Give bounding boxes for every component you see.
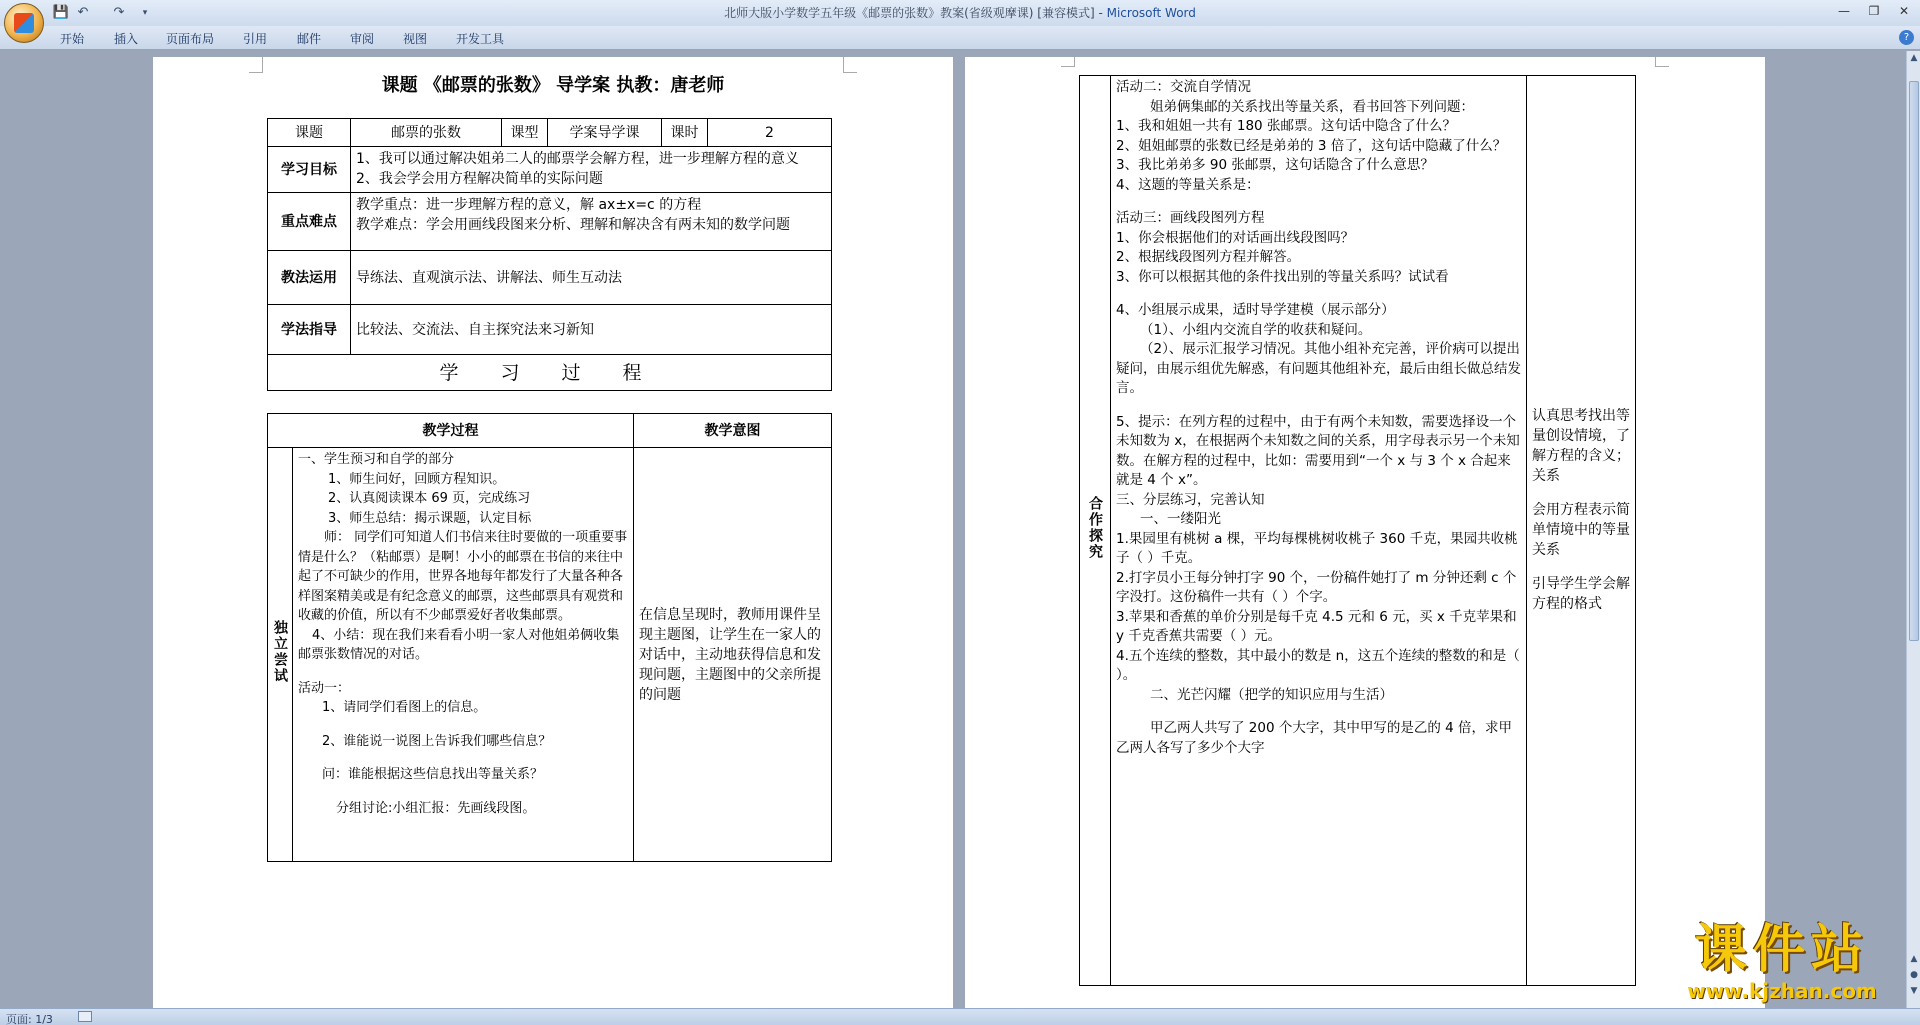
browse-object-icon[interactable]: ● bbox=[1910, 970, 1918, 980]
process-line: 活动一： bbox=[298, 680, 351, 696]
office-button[interactable] bbox=[4, 3, 44, 43]
window-title-app: Microsoft Word bbox=[1106, 6, 1196, 20]
activity-line: 2、姐姐邮票的张数已经是弟弟的 3 倍了，这句话中隐藏了什么？ bbox=[1116, 137, 1507, 154]
customize-qat-icon[interactable]: ▾ bbox=[142, 8, 148, 18]
cell-value-periods: 2 bbox=[708, 119, 832, 147]
side-label-cell bbox=[1080, 76, 1111, 986]
vertical-scrollbar[interactable] bbox=[1906, 51, 1920, 1008]
activity-line: 1、你会根据他们的对话画出线段图吗？ bbox=[1116, 229, 1355, 246]
page-title: 课题 《邮票的张数》 导学案 执教：唐老师 bbox=[381, 75, 725, 96]
status-bar bbox=[0, 1008, 1920, 1025]
minimize-icon[interactable]: — bbox=[1838, 4, 1850, 18]
activity-line: （1）、小组内交流自学的收获和疑问。 bbox=[1140, 321, 1372, 338]
watermark-text: 课件站 bbox=[1694, 919, 1869, 980]
process-line: 3、师生总结：揭示课题，认定目标 bbox=[328, 510, 532, 526]
tab-view[interactable]: 视图 bbox=[403, 32, 428, 46]
tab-mailings[interactable]: 邮件 bbox=[297, 32, 322, 46]
process-line: 一、学生预习和自学的部分 bbox=[298, 452, 455, 467]
save-icon[interactable]: 💾 bbox=[52, 5, 70, 20]
prev-page-icon[interactable]: ▲ bbox=[1910, 954, 1918, 964]
process-line: 1、师生问好，回顾方程知识。 bbox=[328, 471, 506, 487]
note-text: 会用方程表示简单情境中的等量关系 bbox=[1532, 502, 1630, 558]
learn-text: 比较法、交流法、自主探究法来习新知 bbox=[351, 305, 832, 355]
scroll-up-icon[interactable]: ▲ bbox=[1910, 53, 1918, 63]
activity-line: 1、我和姐姐一共有 180 张邮票。这句话中隐含了什么？ bbox=[1116, 118, 1456, 134]
exercise-item: 1.果园里有桃树 a 棵，平均每棵桃树收桃子 360 千克，果园共收桃子（ ）千克。 bbox=[1116, 530, 1518, 566]
info-table bbox=[267, 118, 832, 391]
side-label: 独立尝试 bbox=[272, 619, 288, 684]
note-text: 引导学生学会解方程的格式 bbox=[1532, 576, 1630, 612]
margin-corner bbox=[1061, 57, 1075, 67]
difficulty-line: 教学难点：学会用画线段图来分析、理解和解决含有两未知的数学问题 bbox=[356, 217, 790, 233]
activity-line: 4、小组展示成果，适时导学建模（展示部分） bbox=[1116, 302, 1395, 318]
process-line: 师： 同学们可知道人们书信来往时要做的一项重要事情是什么？（粘邮票）是啊！小小的邮票在书信的来往中起了不可缺少的作用，世界各地每年都发行了大量各种各样图案精美或是有纪念意义的邮票，这些邮票具有观赏和收藏的价值，所以有不少邮票爱好者收集邮票。 bbox=[298, 530, 628, 623]
undo-icon[interactable]: ↶ bbox=[77, 5, 89, 20]
method-label: 教法运用 bbox=[268, 251, 351, 305]
process-title: 学 习 过 程 bbox=[268, 355, 832, 391]
activity-line: 三、分层练习，完善认知 bbox=[1116, 491, 1265, 508]
tab-review[interactable]: 审阅 bbox=[350, 32, 375, 46]
intent-cell: 在信息呈现时，教师用课件呈现主题图，让学生在一家人的对话中，主动地获得信息和发现问题，主题图中的父亲所提的问题 bbox=[634, 448, 832, 862]
page-2 bbox=[965, 57, 1765, 1008]
activity-line: 2、根据线段图列方程并解答。 bbox=[1116, 249, 1301, 265]
help-icon[interactable]: ? bbox=[1899, 30, 1914, 45]
tab-references[interactable]: 引用 bbox=[243, 32, 268, 46]
activity-line: （2）、展示汇报学习情况。其他小组补充完善，评价病可以提出疑问，由展示组优先解惑，有问题其他组补充，最后由组长做总结发言。 bbox=[1116, 341, 1521, 396]
document-area bbox=[0, 51, 1906, 1008]
cell-value-topic: 邮票的张数 bbox=[351, 119, 502, 147]
side-label: 合作探究 bbox=[1087, 495, 1103, 560]
margin-corner bbox=[1655, 57, 1669, 67]
activity-line: 5、提示：在列方程的过程中，由于有两个未知数，需要选择设一个未知数为 x，在根据两个未知数之间的关系，用字母表示另一个未知数。在解方程的过程中，比如：需要用到“一个 x 与 3 个 x 合起来就是 4 个 x”。 bbox=[1116, 413, 1520, 488]
watermark-logo bbox=[1662, 921, 1902, 1003]
side-label-cell bbox=[268, 448, 293, 862]
title-bar bbox=[0, 0, 1920, 26]
proofing-icon[interactable] bbox=[78, 1011, 92, 1022]
window-title bbox=[0, 4, 1920, 21]
close-icon[interactable]: ✕ bbox=[1898, 4, 1910, 18]
window-title-doc: 北师大版小学数学五年级《邮票的张数》教案(省级观摩课) [兼容模式] - bbox=[724, 6, 1107, 20]
process-line: 1、请同学们看图上的信息。 bbox=[322, 700, 487, 715]
goal-label: 学习目标 bbox=[268, 147, 351, 193]
col-process-header: 教学过程 bbox=[268, 414, 634, 448]
method-text: 导练法、直观演示法、讲解法、师生互动法 bbox=[351, 251, 832, 305]
notes-cell bbox=[1527, 76, 1636, 986]
activity-line: 甲乙两人共写了 200 个大字，其中甲写的是乙的 4 倍，求甲乙两人各写了多少个大字 bbox=[1116, 720, 1513, 756]
tab-insert[interactable]: 插入 bbox=[114, 32, 139, 46]
cell-key-periods: 课时 bbox=[662, 119, 708, 147]
learn-label: 学法指导 bbox=[268, 305, 351, 355]
key-points-cell bbox=[351, 193, 832, 251]
exercise-item: 2.打字员小王每分钟打字 90 个，一份稿件她打了 m 分钟还剩 c 个字没打。这份稿件一共有（ ）个字。 bbox=[1116, 569, 1517, 605]
activity-line: 活动三：画线段图列方程 bbox=[1116, 210, 1265, 226]
office-logo-icon bbox=[14, 13, 34, 33]
exercise-item: 4.五个连续的整数，其中最小的数是 n，这五个连续的整数的和是（ ）。 bbox=[1116, 647, 1520, 683]
activity-line: 3、我比弟弟多 90 张邮票，这句话隐含了什么意思？ bbox=[1116, 157, 1434, 173]
page-count[interactable]: 页面: 1/3 bbox=[6, 1013, 53, 1025]
goal-text: 1、我可以通过解决姐弟二人的邮票学会解方程，进一步理解方程的意义 2、我会学会用方程解决简单的实际问题 bbox=[351, 147, 832, 193]
note-text: 认真思考找出等量创设情境，了解方程的含义；关系 bbox=[1532, 408, 1630, 484]
activity-cell bbox=[1111, 76, 1527, 986]
tab-home[interactable]: 开始 bbox=[60, 32, 85, 46]
activity-line: 一、一缕阳光 bbox=[1140, 511, 1221, 527]
cooperative-table bbox=[1079, 75, 1636, 986]
activity-line: 活动二：交流自学情况 bbox=[1116, 79, 1251, 95]
tab-page-layout[interactable]: 页面布局 bbox=[166, 32, 215, 46]
process-line: 问：谁能根据这些信息找出等量关系？ bbox=[322, 767, 544, 782]
exercise-item: 3.苹果和香蕉的单价分别是每千克 4.5 元和 6 元，买 x 千克苹果和 y 千克香蕉共需要（ ）元。 bbox=[1116, 608, 1517, 644]
cell-key-type: 课型 bbox=[502, 119, 548, 147]
process-line: 分组讨论:小组汇报：先画线段图。 bbox=[336, 800, 536, 816]
activity-line: 二、光芒闪耀（把学的知识应用与生活） bbox=[1150, 686, 1393, 703]
watermark-url: www.kjzhan.com bbox=[1687, 979, 1877, 1003]
process-line: 2、谁能说一说图上告诉我们哪些信息？ bbox=[322, 733, 552, 749]
tab-developer[interactable]: 开发工具 bbox=[456, 32, 505, 46]
redo-icon[interactable]: ↷ bbox=[113, 5, 125, 20]
process-cell bbox=[293, 448, 634, 862]
activity-line: 4、这题的等量关系是： bbox=[1116, 176, 1260, 193]
next-page-icon[interactable]: ▼ bbox=[1910, 986, 1918, 996]
page-1 bbox=[153, 57, 953, 1008]
process-table bbox=[267, 413, 832, 862]
restore-icon[interactable]: ❐ bbox=[1868, 4, 1880, 18]
activity-line: 姐弟俩集邮的关系找出等量关系，看书回答下列问题： bbox=[1150, 98, 1474, 115]
scroll-thumb[interactable] bbox=[1909, 81, 1919, 641]
activity-line: 3、你可以根据其他的条件找出别的等量关系吗？试试看 bbox=[1116, 268, 1449, 285]
process-line: 4、小结：现在我们来看看小明一家人对他姐弟俩收集邮票张数情况的对话。 bbox=[298, 627, 620, 662]
key-point-line: 教学重点：进一步理解方程的意义，解 ax±x=c 的方程 bbox=[356, 197, 702, 213]
key-points-label: 重点难点 bbox=[268, 193, 351, 251]
ribbon-tabs bbox=[0, 26, 1920, 50]
col-intent-header: 教学意图 bbox=[634, 414, 832, 448]
process-line: 2、认真阅读课本 69 页，完成练习 bbox=[328, 491, 531, 506]
cell-value-type: 学案导学课 bbox=[548, 119, 662, 147]
cell-key-topic: 课题 bbox=[268, 119, 351, 147]
